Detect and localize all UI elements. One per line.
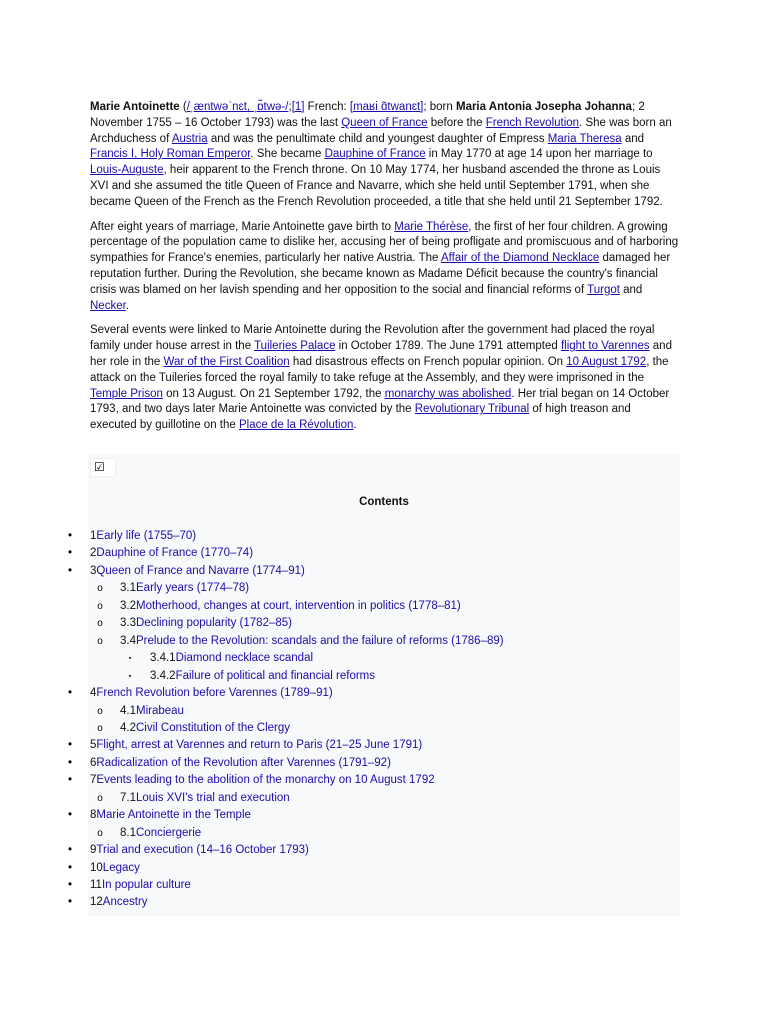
body-text: , the first of her four children. A growing percentage of the population came to dislike her, accusing her of being profligate and promiscuous and of harboring sympathies for France's enemies, particularly her native Austria. The — [90, 220, 679, 265]
toc-link[interactable]: Ancestry — [102, 896, 148, 909]
article-link[interactable]: Turgot — [587, 283, 620, 296]
body-text: on 13 August. On 21 September 1792, the — [162, 387, 385, 400]
body-text: Several events were linked to Marie Antoinette during the Revolution after the government had placed the royal family under house arrest in the — [90, 324, 655, 353]
contents-title: Contents — [359, 496, 409, 508]
toc-link[interactable]: Flight, arrest at Varennes and return to Paris (21–25 June 1791) — [96, 739, 423, 752]
article-link[interactable]: Tuileries Palace — [254, 340, 336, 353]
toc-number: 3.1 — [120, 582, 136, 595]
toc-number: 3.3 — [120, 617, 136, 630]
toc-bullet-icon: o — [97, 635, 103, 647]
body-text: damaged her reputation further. During the Revolution, she became known as Madame Déficit because the country's financial crisis was blamed on her lavish spending and her opposition to the social and financial reforms of — [90, 252, 671, 296]
toc-bullet-icon: ▪ — [128, 655, 132, 663]
article-link[interactable]: Francis I, Holy Roman Emperor — [90, 148, 251, 161]
body-text: . — [125, 299, 129, 312]
toc-link[interactable]: Dauphine of France (1770–74) — [96, 547, 254, 560]
article-link[interactable]: [maʁi ɑ̃twanɛt] — [349, 101, 424, 113]
toc-bullet-icon: • — [67, 896, 73, 909]
toc-number: 8 — [90, 809, 97, 822]
toc-link[interactable]: Motherhood, changes at court, intervention in politics (1778–81) — [136, 599, 461, 612]
toc-number: 5 — [90, 739, 97, 752]
toc-link[interactable]: Failure of political and financial reforms — [175, 669, 376, 682]
body-text: , the attack on the Tuileries forced the royal family to take refuge at the Assembly, and they were imprisoned in the — [90, 355, 669, 384]
toc-bullet-icon: o — [97, 827, 103, 839]
article-link[interactable]: Maria Theresa — [547, 132, 622, 145]
body-text: After eight years of marriage, Marie Antoinette gave birth to — [90, 220, 395, 233]
toc-link[interactable]: Marie Antoinette in the Temple — [96, 809, 251, 822]
article-link[interactable]: flight to Varennes — [560, 340, 650, 353]
article-link[interactable]: Austria — [171, 132, 208, 145]
body-text: ; born — [423, 101, 456, 113]
body-text: ; 2 November 1755 – 16 October 1793) was the last — [90, 101, 645, 129]
body-text: in May 1770 at age 14 upon her marriage to — [425, 148, 653, 161]
article-link[interactable]: Marie Thérèse — [394, 220, 469, 233]
body-text: . She was born an Archduchess of — [90, 116, 672, 145]
toc-bullet-icon: o — [97, 618, 103, 630]
toc-bullet-icon: o — [97, 722, 103, 734]
toc-link[interactable]: Events leading to the abolition of the monarchy on 10 August 1792 — [96, 774, 435, 787]
article-link[interactable]: [1] — [291, 101, 305, 113]
article-link[interactable]: Temple Prison — [90, 387, 163, 400]
toc-bullet-icon: • — [67, 564, 73, 577]
article-link[interactable]: Dauphine of France — [324, 148, 426, 161]
toc-link[interactable]: Declining popularity (1782–85) — [136, 617, 292, 630]
toc-link[interactable]: Mirabeau — [136, 704, 184, 717]
article-link[interactable]: Louis-Auguste — [90, 164, 164, 177]
body-text: had disastrous effects on French popular opinion. On — [289, 355, 567, 368]
body-text: . She became — [250, 148, 325, 161]
paragraph-intro — [90, 100, 680, 211]
toc-bullet-icon: • — [67, 774, 73, 787]
toc-number: 7.1 — [120, 791, 136, 804]
bold-text: Marie Antoinette — [90, 101, 180, 113]
toc-bullet-icon: ▪ — [128, 672, 132, 680]
toc-link[interactable]: Radicalization of the Revolution after Varennes (1791–92) — [96, 756, 391, 769]
article-body — [90, 100, 680, 443]
toc-bullet-icon: • — [67, 530, 73, 542]
toc-number: 8.1 — [120, 826, 136, 839]
toc-bullet-icon: • — [67, 809, 73, 822]
paragraph-revolution — [90, 323, 680, 434]
toc-link[interactable]: Early years (1774–78) — [136, 582, 250, 595]
article-link[interactable]: Queen of France — [341, 116, 428, 129]
article-link[interactable]: monarchy was abolished — [384, 387, 512, 400]
toc-number: 7 — [90, 774, 97, 787]
body-text: ( — [179, 101, 187, 113]
article-link[interactable]: Revolutionary Tribunal — [414, 403, 530, 416]
toc-number: 4 — [90, 687, 97, 700]
toc-toggle-row — [88, 455, 680, 479]
body-text: of high treason and executed by guillotine on the — [90, 403, 631, 432]
toc-link[interactable]: Trial and execution (14–16 October 1793) — [96, 844, 309, 857]
toc-number: 3.4.1 — [150, 652, 176, 665]
article-link[interactable]: /ˌæntwəˈnɛt, ˌɒ̃twə-/ — [186, 101, 289, 113]
body-text: and — [621, 132, 645, 145]
toc-number: 3.4 — [120, 634, 136, 647]
toc-link[interactable]: Legacy — [102, 861, 140, 874]
toc-bullet-icon: • — [67, 739, 73, 752]
toc-number: 3 — [90, 564, 97, 577]
toc-number: 2 — [90, 547, 97, 560]
body-text: and was the penultimate child and youngest daughter of Empress — [207, 132, 548, 145]
toc-link[interactable]: French Revolution before Varennes (1789–91) — [96, 687, 333, 700]
paragraph-family — [90, 220, 680, 315]
body-text: and — [619, 283, 643, 296]
toc-bullet-icon: • — [67, 756, 73, 769]
article-link[interactable]: Necker — [90, 299, 126, 312]
toc-bullet-icon: • — [67, 879, 73, 891]
body-text: , heir apparent to the French throne. On 10 May 1774, her husband ascended the throne as Louis XVI and she assumed the title Queen of France and Navarre, which she held until September 1791, when she became Queen of the French as the French Revolution proceeded, a title that she held until 21 September 1792. — [90, 164, 663, 208]
toc-number: 4.2 — [120, 721, 136, 734]
toc-number: 1 — [90, 530, 97, 542]
toc-number: 3.4.2 — [150, 669, 176, 682]
body-text: before the — [427, 116, 486, 129]
toc-toggle-checkbox[interactable] — [90, 458, 116, 477]
article-link[interactable]: 10 August 1792 — [566, 355, 647, 368]
toc-number: 12 — [90, 896, 103, 909]
toc-link[interactable]: Conciergerie — [136, 826, 202, 839]
bold-text: Maria Antonia Josepha Johanna — [455, 101, 632, 113]
toc-bullet-icon: o — [97, 705, 103, 717]
toc-bullet-icon: o — [97, 583, 103, 595]
toc-link[interactable]: Civil Constitution of the Clergy — [136, 721, 291, 734]
toc-link[interactable]: In popular culture — [101, 879, 191, 891]
toc-bullet-icon: • — [67, 547, 73, 560]
body-text: French: — [304, 101, 350, 113]
toc-bullet-icon: • — [67, 861, 73, 874]
body-text: ; — [288, 101, 292, 113]
toc-number: 4.1 — [120, 704, 136, 717]
body-text: . Her trial began on 14 October 1793, and two days later Marie Antoinette was convicted by the — [90, 387, 670, 416]
body-text: in October 1789. The June 1791 attempted — [335, 340, 561, 353]
article-link[interactable]: Affair of the Diamond Necklace — [440, 252, 600, 265]
article-link[interactable]: French Revolution — [485, 116, 580, 129]
toc-link[interactable]: Queen of France and Navarre (1774–91) — [96, 564, 305, 577]
toc-link[interactable]: Early life (1755–70) — [96, 530, 197, 542]
toc-link[interactable]: Diamond necklace scandal — [175, 652, 314, 665]
body-text: . — [353, 419, 357, 432]
toc-bullet-icon: o — [97, 600, 103, 612]
toc-number: 11 — [90, 879, 102, 891]
toc-number: 10 — [90, 861, 103, 874]
checkbox-check-icon: ☑ — [94, 460, 105, 474]
toc-bullet-icon: • — [67, 687, 73, 700]
article-link[interactable]: Place de la Révolution — [238, 419, 354, 432]
toc-number: 3.2 — [120, 599, 136, 612]
toc-number: 9 — [90, 844, 97, 857]
toc-number: 6 — [90, 756, 97, 769]
toc-bullet-icon: o — [97, 792, 103, 804]
body-text: and her role in the — [90, 340, 672, 368]
toc-link[interactable]: Prelude to the Revolution: scandals and the failure of reforms (1786–89) — [136, 634, 504, 647]
toc-link[interactable]: Louis XVI's trial and execution — [136, 791, 290, 804]
article-link[interactable]: War of the First Coalition — [163, 355, 290, 368]
toc-bullet-icon: • — [67, 844, 73, 857]
